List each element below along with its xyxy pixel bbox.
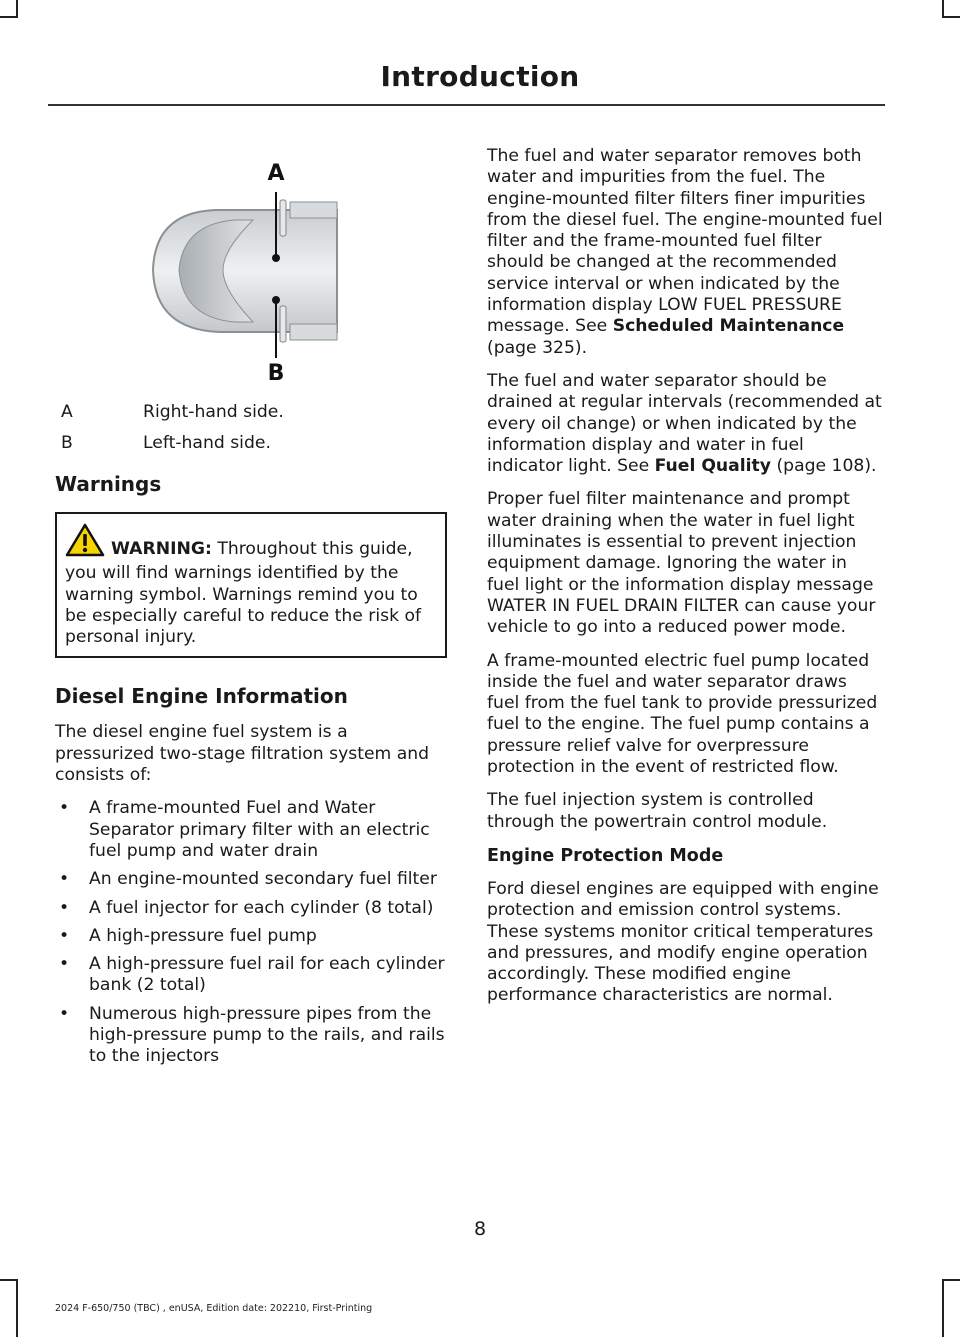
- footer-edition: 2024 F-650/750 (TBC) , enUSA, Edition date: 202210, First-Printing: [55, 1303, 373, 1314]
- key-letter: B: [61, 433, 73, 453]
- figure-label-a: A: [267, 161, 285, 186]
- maintenance-paragraph: Proper fuel filter maintenance and prompt water draining when the water in fuel light illuminates is essential to prevent injection equipment damage. Ignoring the water in fuel light or the information display message WATER IN FUEL DRAIN FILTER can cause your vehicle to go into a reduced power mode.: [487, 489, 876, 638]
- page-reference: (page 325).: [487, 337, 588, 358]
- injection-paragraph: The fuel injection system is controlled through the powertrain control module.: [487, 790, 828, 832]
- warning-box: [55, 512, 447, 658]
- list-item-text: An engine-mounted secondary fuel filter: [89, 869, 437, 890]
- list-item-text: Numerous high-pressure pipes from the high-pressure pump to the rails, and rails to the injectors: [89, 1003, 445, 1067]
- page-reference: (page 108).: [776, 456, 877, 477]
- list-item: • A high-pressure fuel rail for each cylinder bank (2 total): [59, 954, 445, 996]
- list-item: • A frame-mounted Fuel and Water Separator primary filter with an electric fuel pump and water drain: [59, 798, 430, 861]
- vehicle-top-view-illustration: [55, 140, 447, 390]
- crop-mark-top-right: [942, 16, 960, 18]
- draining-paragraph: [487, 371, 883, 477]
- warning-text: Throughout this guide, you will find warnings identified by the warning symbol. Warnings remind you to be especially careful to reduce the risk of personal injury.: [65, 539, 422, 648]
- list-item: • A fuel injector for each cylinder (8 total): [59, 897, 434, 918]
- separator-paragraph: [487, 146, 883, 359]
- crop-mark-bottom-left: [0, 1279, 18, 1281]
- warning-lead: WARNING:: [111, 539, 212, 559]
- key-letter: A: [61, 402, 73, 422]
- list-item: • A high-pressure fuel pump: [59, 925, 317, 946]
- crop-mark-bottom-left: [16, 1279, 18, 1337]
- key-row-a: [55, 402, 447, 423]
- list-item-text: A frame-mounted Fuel and Water Separator primary filter with an electric fuel pump and water drain: [89, 798, 430, 861]
- warnings-heading: Warnings: [55, 472, 162, 496]
- left-column: [55, 140, 447, 1075]
- right-column: [487, 146, 883, 1019]
- fuel-pump-paragraph: A frame-mounted electric fuel pump located inside the fuel and water separator draws fuel from the fuel tank to provide pressurized fuel to the engine. The fuel pump contains a pressure relief valve for overpressure protection in the event of restricted flow.: [487, 650, 878, 778]
- diesel-intro: The diesel engine fuel system is a pressurized two-stage filtration system and consists of:: [55, 722, 430, 786]
- crop-mark-bottom-right: [942, 1279, 944, 1337]
- key-description: Left-hand side.: [143, 433, 271, 453]
- paragraph-text: The fuel and water separator removes both water and impurities from the fuel. The engine-mounted filter filters finer impurities from the diesel fuel. The engine-mounted fuel filter and the frame-mounted fuel filter should be changed at the recommended service interval or when indicated by the information display LOW FUEL PRESSURE message. See: [487, 146, 883, 337]
- crop-mark-top-left: [0, 16, 18, 18]
- cross-reference-link[interactable]: Fuel Quality: [654, 456, 771, 477]
- page-title: Introduction: [380, 60, 580, 93]
- list-item: • An engine-mounted secondary fuel filter: [59, 869, 437, 890]
- key-description: Right-hand side.: [143, 402, 284, 422]
- engine-protection-heading: Engine Protection Mode: [487, 845, 724, 866]
- list-item-text: A high-pressure fuel rail for each cylinder bank (2 total): [89, 954, 445, 996]
- fuel-system-components-list: [55, 798, 447, 1067]
- cross-reference-link[interactable]: Scheduled Maintenance: [612, 316, 845, 337]
- list-item: • Numerous high-pressure pipes from the high-pressure pump to the rails, and rails to the injectors: [59, 1003, 445, 1067]
- warning-triangle-icon: [65, 523, 105, 563]
- header-divider: [48, 104, 885, 106]
- vehicle-top-view-figure: [55, 140, 447, 390]
- diesel-heading: Diesel Engine Information: [55, 684, 348, 709]
- list-item-text: A fuel injector for each cylinder (8 total): [89, 897, 434, 918]
- paragraph-text: The fuel and water separator should be drained at regular intervals (recommended at every oil change) or when indicated by the information display and water in fuel indicator light. See: [487, 370, 882, 477]
- engine-protection-paragraph: Ford diesel engines are equipped with engine protection and emission control systems. These systems monitor critical temperatures and pressures, and modify engine operation accordingly. These modified engine performance characteristics are normal.: [487, 878, 879, 1006]
- page-number: 8: [473, 1218, 487, 1240]
- crop-mark-bottom-right: [942, 1279, 960, 1281]
- list-item-text: A high-pressure fuel pump: [89, 925, 317, 946]
- figure-label-b: B: [267, 361, 285, 386]
- key-row-b: [55, 433, 447, 454]
